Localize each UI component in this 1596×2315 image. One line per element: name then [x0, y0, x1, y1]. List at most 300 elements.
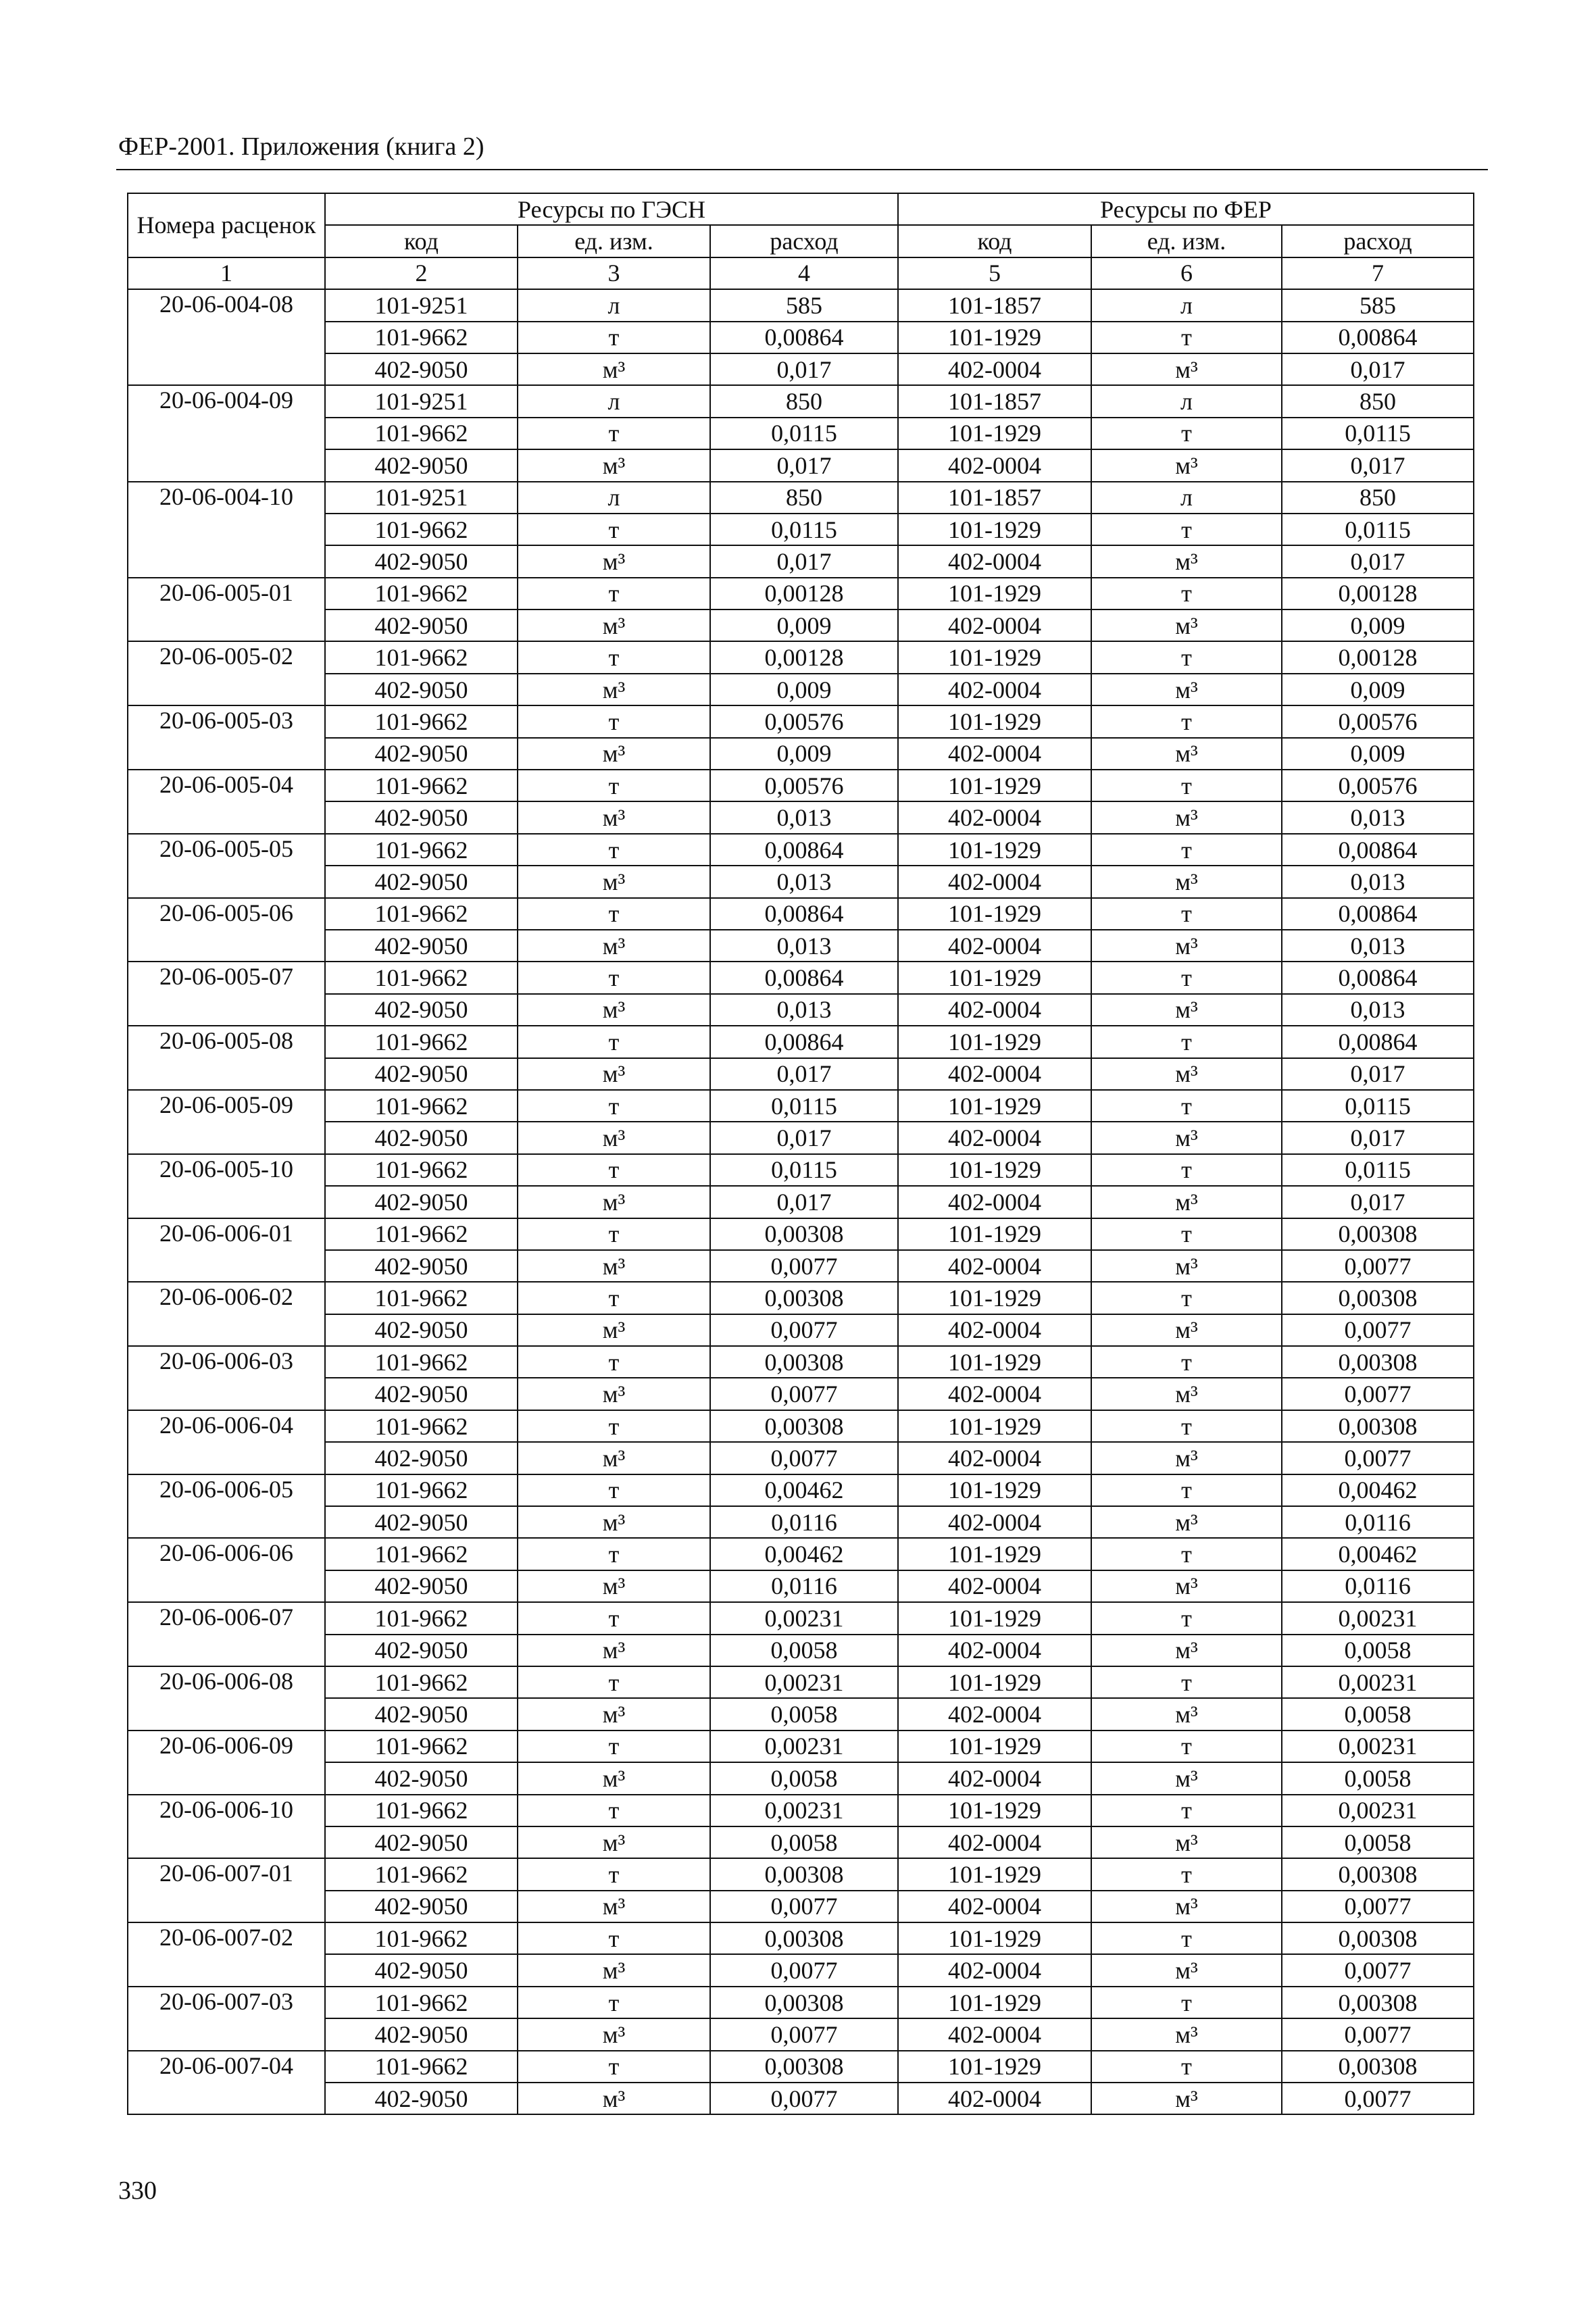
- gesn-rate-cell: 0,017: [710, 353, 898, 385]
- table-row: [128, 418, 1474, 449]
- fer-unit-cell: т: [1091, 1282, 1282, 1314]
- gesn-rate-cell: 0,0058: [710, 1635, 898, 1666]
- gesn-rate-cell: 0,00308: [710, 1282, 898, 1314]
- gesn-code-cell: 101-9662: [325, 705, 518, 737]
- rate-number-cell: 20-06-006-04: [128, 1410, 325, 1474]
- table-row: [128, 2018, 1474, 2050]
- fer-code-cell: 101-1929: [898, 418, 1091, 449]
- fer-unit-cell: м³: [1091, 1378, 1282, 1410]
- fer-code-cell: 402-0004: [898, 1506, 1091, 1538]
- fer-unit-cell: т: [1091, 514, 1282, 545]
- fer-unit-cell: л: [1091, 385, 1282, 417]
- fer-rate-cell: 0,0116: [1282, 1570, 1474, 1602]
- fer-rate-cell: 0,0115: [1282, 514, 1474, 545]
- fer-rate-cell: 0,00308: [1282, 2051, 1474, 2083]
- gesn-unit-cell: т: [518, 1410, 710, 1442]
- gesn-unit-cell: м³: [518, 609, 710, 641]
- gesn-rate-cell: 850: [710, 482, 898, 514]
- fer-code-cell: 402-0004: [898, 449, 1091, 481]
- fer-unit-header: ед. изм.: [1091, 225, 1282, 257]
- fer-rate-cell: 0,0077: [1282, 1250, 1474, 1282]
- fer-rate-cell: 0,00576: [1282, 705, 1474, 737]
- gesn-rate-cell: 0,013: [710, 930, 898, 962]
- rate-number-cell: 20-06-006-09: [128, 1731, 325, 1795]
- fer-code-cell: 402-0004: [898, 609, 1091, 641]
- table-row: [128, 834, 1474, 866]
- gesn-code-cell: 402-9050: [325, 1698, 518, 1730]
- fer-unit-cell: т: [1091, 1666, 1282, 1698]
- gesn-code-cell: 402-9050: [325, 1378, 518, 1410]
- fer-unit-cell: м³: [1091, 1442, 1282, 1474]
- col-number: 3: [518, 257, 710, 289]
- table-row: [128, 1058, 1474, 1090]
- fer-code-cell: 101-1857: [898, 289, 1091, 321]
- gesn-code-cell: 101-9662: [325, 1602, 518, 1634]
- gesn-code-cell: 402-9050: [325, 1570, 518, 1602]
- table-row: [128, 1506, 1474, 1538]
- fer-code-cell: 402-0004: [898, 1250, 1091, 1282]
- col-number: 1: [128, 257, 325, 289]
- table-row: [128, 1538, 1474, 1570]
- fer-unit-cell: т: [1091, 962, 1282, 993]
- table-row: [128, 962, 1474, 993]
- table-row: [128, 1731, 1474, 1762]
- fer-code-cell: 402-0004: [898, 2018, 1091, 2050]
- rate-number-cell: 20-06-006-10: [128, 1795, 325, 1859]
- fer-code-cell: 101-1929: [898, 1474, 1091, 1506]
- rate-number-cell: 20-06-005-02: [128, 641, 325, 705]
- fer-unit-cell: м³: [1091, 1314, 1282, 1346]
- gesn-code-header: код: [325, 225, 518, 257]
- fer-unit-cell: т: [1091, 770, 1282, 801]
- fer-unit-cell: м³: [1091, 1186, 1282, 1218]
- gesn-unit-cell: т: [518, 1795, 710, 1826]
- table-row: [128, 1474, 1474, 1506]
- gesn-rate-cell: 0,0116: [710, 1570, 898, 1602]
- col-rate-numbers-header: Номера расценок: [128, 193, 325, 257]
- fer-code-cell: 402-0004: [898, 1570, 1091, 1602]
- fer-code-cell: 101-1929: [898, 1410, 1091, 1442]
- gesn-code-cell: 101-9662: [325, 1218, 518, 1250]
- gesn-code-cell: 402-9050: [325, 994, 518, 1026]
- fer-unit-cell: т: [1091, 1474, 1282, 1506]
- rate-number-cell: 20-06-006-03: [128, 1346, 325, 1410]
- gesn-code-cell: 101-9662: [325, 514, 518, 545]
- table-row: [128, 801, 1474, 833]
- gesn-rate-cell: 0,00128: [710, 641, 898, 673]
- rate-number-cell: 20-06-006-08: [128, 1666, 325, 1731]
- table-row: [128, 1891, 1474, 1922]
- table-row: [128, 866, 1474, 897]
- gesn-unit-cell: т: [518, 514, 710, 545]
- fer-unit-cell: м³: [1091, 2018, 1282, 2050]
- fer-rate-cell: 0,017: [1282, 449, 1474, 481]
- fer-unit-cell: м³: [1091, 1954, 1282, 1986]
- fer-rate-cell: 0,0115: [1282, 1154, 1474, 1186]
- fer-unit-cell: т: [1091, 1602, 1282, 1634]
- table-row: [128, 1346, 1474, 1378]
- gesn-unit-cell: т: [518, 1602, 710, 1634]
- fer-code-cell: 402-0004: [898, 674, 1091, 705]
- fer-unit-cell: м³: [1091, 2083, 1282, 2114]
- gesn-code-cell: 402-9050: [325, 866, 518, 897]
- fer-unit-cell: м³: [1091, 353, 1282, 385]
- fer-unit-cell: т: [1091, 705, 1282, 737]
- gesn-unit-cell: м³: [518, 2083, 710, 2114]
- gesn-code-cell: 402-9050: [325, 1442, 518, 1474]
- gesn-code-cell: 101-9662: [325, 1858, 518, 1890]
- table-body: [128, 289, 1474, 2114]
- gesn-rate-cell: 0,017: [710, 449, 898, 481]
- rate-number-cell: 20-06-006-07: [128, 1602, 325, 1666]
- fer-rate-cell: 0,00231: [1282, 1795, 1474, 1826]
- fer-rate-cell: 0,00864: [1282, 1026, 1474, 1057]
- fer-rate-cell: 0,00231: [1282, 1666, 1474, 1698]
- gesn-code-cell: 101-9662: [325, 578, 518, 609]
- fer-unit-cell: т: [1091, 1154, 1282, 1186]
- gesn-unit-cell: т: [518, 1858, 710, 1890]
- fer-code-cell: 101-1929: [898, 1858, 1091, 1890]
- fer-rate-cell: 0,00308: [1282, 1922, 1474, 1954]
- fer-rate-cell: 0,017: [1282, 545, 1474, 577]
- fer-rate-cell: 850: [1282, 482, 1474, 514]
- gesn-rate-cell: 0,013: [710, 801, 898, 833]
- table-row: [128, 641, 1474, 673]
- gesn-rate-cell: 0,00231: [710, 1666, 898, 1698]
- fer-unit-cell: т: [1091, 322, 1282, 353]
- fer-code-cell: 402-0004: [898, 1954, 1091, 1986]
- fer-code-cell: 402-0004: [898, 1442, 1091, 1474]
- table-row: [128, 2051, 1474, 2083]
- fer-rate-cell: 0,017: [1282, 1186, 1474, 1218]
- rate-number-cell: 20-06-005-01: [128, 578, 325, 642]
- fer-rate-cell: 0,00864: [1282, 898, 1474, 930]
- fer-code-cell: 402-0004: [898, 1122, 1091, 1153]
- fer-unit-cell: м³: [1091, 449, 1282, 481]
- fer-unit-cell: т: [1091, 1090, 1282, 1122]
- fer-code-cell: 402-0004: [898, 545, 1091, 577]
- fer-unit-cell: м³: [1091, 1122, 1282, 1153]
- fer-rate-cell: 0,0058: [1282, 1762, 1474, 1794]
- gesn-rate-cell: 0,00864: [710, 1026, 898, 1057]
- fer-rate-cell: 0,0077: [1282, 1954, 1474, 1986]
- fer-rate-cell: 0,00308: [1282, 1410, 1474, 1442]
- gesn-code-cell: 101-9662: [325, 1922, 518, 1954]
- fer-rate-cell: 0,0077: [1282, 2083, 1474, 2114]
- gesn-rate-cell: 0,00231: [710, 1731, 898, 1762]
- table-row: [128, 705, 1474, 737]
- gesn-rate-cell: 0,0058: [710, 1826, 898, 1858]
- gesn-unit-cell: м³: [518, 1506, 710, 1538]
- fer-code-cell: 101-1929: [898, 770, 1091, 801]
- gesn-code-cell: 101-9662: [325, 1474, 518, 1506]
- gesn-rate-cell: 0,0077: [710, 2018, 898, 2050]
- fer-unit-cell: м³: [1091, 1570, 1282, 1602]
- gesn-unit-cell: м³: [518, 353, 710, 385]
- fer-rate-cell: 0,00462: [1282, 1474, 1474, 1506]
- gesn-code-cell: 402-9050: [325, 1891, 518, 1922]
- fer-rate-cell: 0,0115: [1282, 418, 1474, 449]
- fer-code-cell: 101-1857: [898, 385, 1091, 417]
- table-row: [128, 1410, 1474, 1442]
- rate-number-cell: 20-06-007-02: [128, 1922, 325, 1987]
- gesn-rate-cell: 585: [710, 289, 898, 321]
- gesn-code-cell: 101-9662: [325, 770, 518, 801]
- gesn-unit-cell: т: [518, 418, 710, 449]
- gesn-unit-cell: т: [518, 1666, 710, 1698]
- table-row: [128, 1314, 1474, 1346]
- fer-code-cell: 402-0004: [898, 1314, 1091, 1346]
- fer-code-cell: 402-0004: [898, 1698, 1091, 1730]
- fer-code-cell: 101-1929: [898, 1987, 1091, 2018]
- fer-unit-cell: т: [1091, 1538, 1282, 1570]
- gesn-code-cell: 402-9050: [325, 801, 518, 833]
- fer-unit-cell: м³: [1091, 866, 1282, 897]
- fer-rate-cell: 0,013: [1282, 994, 1474, 1026]
- table-row: [128, 1602, 1474, 1634]
- fer-rate-cell: 0,0077: [1282, 1314, 1474, 1346]
- gesn-rate-cell: 0,00308: [710, 1922, 898, 1954]
- col-number: 5: [898, 257, 1091, 289]
- gesn-rate-cell: 0,017: [710, 1186, 898, 1218]
- gesn-unit-cell: м³: [518, 1122, 710, 1153]
- fer-rate-cell: 0,00308: [1282, 1218, 1474, 1250]
- table-row: [128, 545, 1474, 577]
- gesn-code-cell: 402-9050: [325, 2018, 518, 2050]
- table-row: [128, 1026, 1474, 1057]
- gesn-rate-cell: 0,00308: [710, 2051, 898, 2083]
- table-row: [128, 1090, 1474, 1122]
- fer-unit-cell: т: [1091, 1858, 1282, 1890]
- gesn-unit-cell: т: [518, 2051, 710, 2083]
- gesn-rate-cell: 0,00864: [710, 834, 898, 866]
- rate-number-cell: 20-06-005-04: [128, 770, 325, 834]
- fer-code-cell: 101-1929: [898, 898, 1091, 930]
- gesn-code-cell: 402-9050: [325, 930, 518, 962]
- gesn-unit-cell: т: [518, 578, 710, 609]
- gesn-code-cell: 101-9251: [325, 385, 518, 417]
- fer-code-cell: 402-0004: [898, 801, 1091, 833]
- gesn-unit-header: ед. изм.: [518, 225, 710, 257]
- table-row: [128, 674, 1474, 705]
- table-row: [128, 930, 1474, 962]
- gesn-unit-cell: м³: [518, 2018, 710, 2050]
- gesn-unit-cell: м³: [518, 1570, 710, 1602]
- fer-rate-cell: 0,009: [1282, 738, 1474, 770]
- gesn-unit-cell: т: [518, 1922, 710, 1954]
- gesn-rate-cell: 0,00128: [710, 578, 898, 609]
- gesn-code-cell: 101-9251: [325, 289, 518, 321]
- fer-rate-header: расход: [1282, 225, 1474, 257]
- gesn-unit-cell: м³: [518, 1058, 710, 1090]
- gesn-code-cell: 402-9050: [325, 449, 518, 481]
- gesn-code-cell: 402-9050: [325, 1954, 518, 1986]
- page-header: ФЕР-2001. Приложения (книга 2): [118, 132, 484, 161]
- gesn-unit-cell: м³: [518, 738, 710, 770]
- fer-code-cell: 101-1929: [898, 578, 1091, 609]
- fer-rate-cell: 0,00864: [1282, 834, 1474, 866]
- rate-number-cell: 20-06-006-02: [128, 1282, 325, 1346]
- fer-code-cell: 101-1929: [898, 1218, 1091, 1250]
- gesn-rate-cell: 0,00864: [710, 898, 898, 930]
- rate-number-cell: 20-06-005-09: [128, 1090, 325, 1154]
- fer-code-cell: 101-1929: [898, 834, 1091, 866]
- fer-rate-cell: 0,017: [1282, 353, 1474, 385]
- fer-unit-cell: м³: [1091, 1698, 1282, 1730]
- fer-code-cell: 101-1929: [898, 705, 1091, 737]
- table-row: [128, 1635, 1474, 1666]
- gesn-unit-cell: т: [518, 1218, 710, 1250]
- col-number: 2: [325, 257, 518, 289]
- header-rule: [116, 169, 1488, 170]
- fer-rate-cell: 0,013: [1282, 866, 1474, 897]
- table-row: [128, 1666, 1474, 1698]
- fer-code-cell: 101-1929: [898, 1026, 1091, 1057]
- gesn-rate-cell: 0,0077: [710, 1891, 898, 1922]
- rate-number-cell: 20-06-007-04: [128, 2051, 325, 2115]
- gesn-rate-cell: 0,0077: [710, 1250, 898, 1282]
- gesn-unit-cell: м³: [518, 1954, 710, 1986]
- gesn-code-cell: 101-9251: [325, 482, 518, 514]
- gesn-code-cell: 402-9050: [325, 1506, 518, 1538]
- fer-rate-cell: 0,0077: [1282, 2018, 1474, 2050]
- gesn-code-cell: 402-9050: [325, 353, 518, 385]
- gesn-unit-cell: м³: [518, 930, 710, 962]
- gesn-code-cell: 101-9662: [325, 641, 518, 673]
- fer-unit-cell: м³: [1091, 609, 1282, 641]
- gesn-unit-cell: т: [518, 770, 710, 801]
- gesn-unit-cell: т: [518, 1346, 710, 1378]
- fer-unit-cell: м³: [1091, 738, 1282, 770]
- fer-code-cell: 101-1929: [898, 1731, 1091, 1762]
- gesn-unit-cell: м³: [518, 1186, 710, 1218]
- gesn-rate-cell: 0,00864: [710, 322, 898, 353]
- col-number: 7: [1282, 257, 1474, 289]
- table-row: [128, 1922, 1474, 1954]
- fer-code-cell: 402-0004: [898, 866, 1091, 897]
- table-row: [128, 898, 1474, 930]
- gesn-code-cell: 101-9662: [325, 1282, 518, 1314]
- fer-rate-cell: 0,00576: [1282, 770, 1474, 801]
- table-row: [128, 1282, 1474, 1314]
- fer-unit-cell: т: [1091, 641, 1282, 673]
- gesn-unit-cell: м³: [518, 1826, 710, 1858]
- fer-unit-cell: т: [1091, 898, 1282, 930]
- fer-unit-cell: м³: [1091, 1762, 1282, 1794]
- fer-code-cell: 402-0004: [898, 353, 1091, 385]
- fer-code-cell: 402-0004: [898, 1826, 1091, 1858]
- fer-code-cell: 402-0004: [898, 1378, 1091, 1410]
- gesn-rate-cell: 0,00308: [710, 1987, 898, 2018]
- fer-unit-cell: л: [1091, 289, 1282, 321]
- rate-number-cell: 20-06-004-08: [128, 289, 325, 385]
- group-header-fer: Ресурсы по ФЕР: [898, 193, 1474, 225]
- gesn-code-cell: 402-9050: [325, 609, 518, 641]
- table-row: [128, 385, 1474, 417]
- fer-unit-cell: т: [1091, 1026, 1282, 1057]
- table-row: [128, 514, 1474, 545]
- gesn-unit-cell: м³: [518, 994, 710, 1026]
- gesn-unit-cell: л: [518, 289, 710, 321]
- table-row: [128, 1826, 1474, 1858]
- gesn-code-cell: 101-9662: [325, 1154, 518, 1186]
- gesn-unit-cell: т: [518, 705, 710, 737]
- fer-code-cell: 101-1929: [898, 1795, 1091, 1826]
- fer-unit-cell: т: [1091, 578, 1282, 609]
- gesn-rate-cell: 0,009: [710, 609, 898, 641]
- gesn-rate-cell: 0,00576: [710, 770, 898, 801]
- gesn-unit-cell: л: [518, 482, 710, 514]
- rate-number-cell: 20-06-005-06: [128, 898, 325, 962]
- table-row: [128, 1954, 1474, 1986]
- rate-number-cell: 20-06-005-07: [128, 962, 325, 1026]
- fer-code-cell: 101-1929: [898, 1346, 1091, 1378]
- gesn-rate-cell: 0,00462: [710, 1538, 898, 1570]
- fer-code-cell: 402-0004: [898, 930, 1091, 962]
- fer-unit-cell: м³: [1091, 545, 1282, 577]
- gesn-rate-cell: 0,017: [710, 1058, 898, 1090]
- fer-unit-cell: т: [1091, 1410, 1282, 1442]
- gesn-rate-cell: 0,0115: [710, 514, 898, 545]
- fer-code-cell: 101-1929: [898, 1282, 1091, 1314]
- fer-code-cell: 101-1929: [898, 641, 1091, 673]
- fer-rate-cell: 0,00231: [1282, 1731, 1474, 1762]
- gesn-unit-cell: т: [518, 641, 710, 673]
- fer-code-cell: 101-1929: [898, 962, 1091, 993]
- rate-number-cell: 20-06-004-10: [128, 482, 325, 578]
- gesn-unit-cell: м³: [518, 674, 710, 705]
- gesn-rate-cell: 850: [710, 385, 898, 417]
- gesn-unit-cell: м³: [518, 1698, 710, 1730]
- gesn-code-cell: 402-9050: [325, 1762, 518, 1794]
- gesn-rate-cell: 0,0077: [710, 1314, 898, 1346]
- gesn-rate-cell: 0,017: [710, 545, 898, 577]
- gesn-code-cell: 101-9662: [325, 834, 518, 866]
- fer-code-cell: 101-1929: [898, 1602, 1091, 1634]
- gesn-code-cell: 402-9050: [325, 1186, 518, 1218]
- page-number: 330: [118, 2176, 157, 2205]
- table-row: [128, 609, 1474, 641]
- gesn-code-cell: 402-9050: [325, 1250, 518, 1282]
- gesn-unit-cell: м³: [518, 1762, 710, 1794]
- fer-unit-cell: м³: [1091, 1635, 1282, 1666]
- fer-rate-cell: 0,00308: [1282, 1346, 1474, 1378]
- fer-rate-cell: 0,0058: [1282, 1826, 1474, 1858]
- gesn-code-cell: 101-9662: [325, 1538, 518, 1570]
- gesn-rate-cell: 0,0077: [710, 1378, 898, 1410]
- table-row: [128, 1218, 1474, 1250]
- gesn-rate-cell: 0,00308: [710, 1410, 898, 1442]
- rate-number-cell: 20-06-004-09: [128, 385, 325, 481]
- gesn-code-cell: 101-9662: [325, 898, 518, 930]
- gesn-rate-cell: 0,0115: [710, 418, 898, 449]
- fer-rate-cell: 0,009: [1282, 674, 1474, 705]
- fer-rate-cell: 0,0077: [1282, 1891, 1474, 1922]
- fer-code-cell: 101-1929: [898, 514, 1091, 545]
- fer-unit-cell: т: [1091, 1346, 1282, 1378]
- fer-rate-cell: 0,009: [1282, 609, 1474, 641]
- table-row: [128, 1570, 1474, 1602]
- gesn-rate-cell: 0,013: [710, 866, 898, 897]
- fer-code-cell: 402-0004: [898, 1891, 1091, 1922]
- gesn-rate-cell: 0,009: [710, 738, 898, 770]
- rate-number-cell: 20-06-005-03: [128, 705, 325, 770]
- gesn-unit-cell: т: [518, 962, 710, 993]
- rate-number-cell: 20-06-007-01: [128, 1858, 325, 1922]
- gesn-code-cell: 402-9050: [325, 1058, 518, 1090]
- fer-rate-cell: 0,00308: [1282, 1858, 1474, 1890]
- fer-unit-cell: т: [1091, 1731, 1282, 1762]
